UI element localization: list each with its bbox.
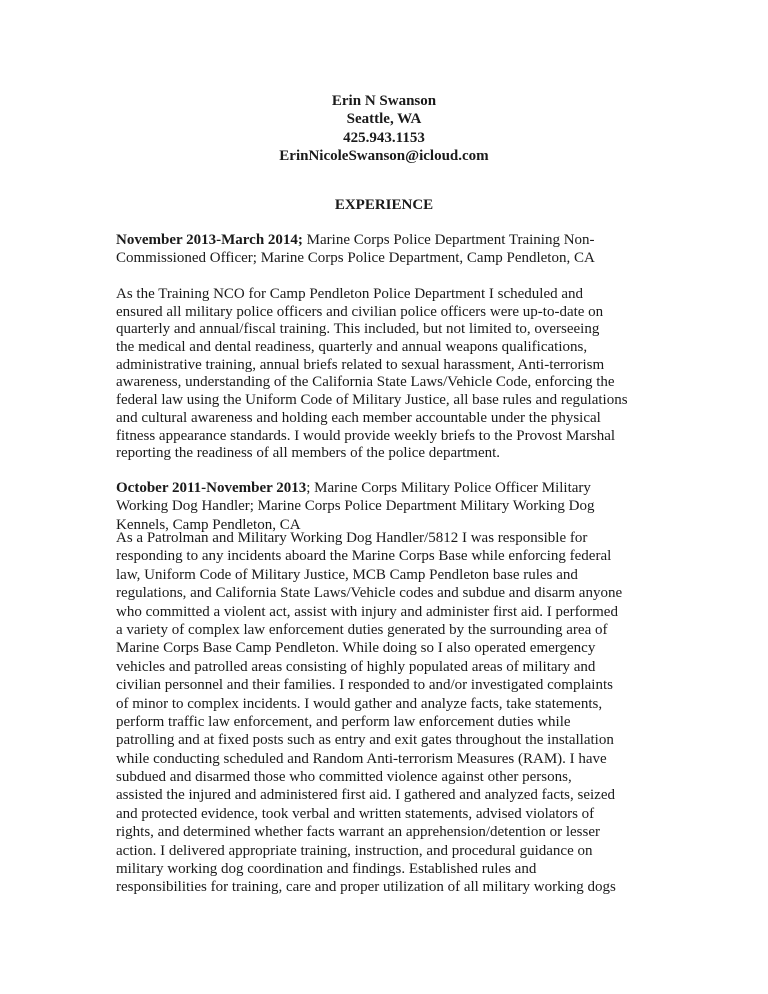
description-line: ensured all military police officers and civilian police officers were up-to-date on xyxy=(116,303,604,320)
applicant-phone: 425.943.1153 xyxy=(343,129,425,146)
description-line: while conducting scheduled and Random Anti-terrorism Measures (RAM). I have xyxy=(116,750,607,767)
description-line: and cultural awareness and holding each member accountable under the physical xyxy=(116,409,601,426)
job-2-description xyxy=(116,529,661,897)
description-line: a variety of complex law enforcement duties generated by the surrounding area of xyxy=(116,621,608,638)
description-line: fitness appearance standards. I would provide weekly briefs to the Provost Marshal xyxy=(116,427,616,444)
job-2-title-line: Kennels, Camp Pendleton, CA xyxy=(116,516,301,533)
description-line: patrolling and at fixed posts such as entry and exit gates throughout the installation xyxy=(116,732,614,749)
description-line: administrative training, annual briefs related to sexual harassment, Anti-terrorism xyxy=(116,356,605,373)
job-2-title-line: Working Dog Handler; Marine Corps Police Department Military Working Dog xyxy=(116,498,595,515)
description-line: action. I delivered appropriate training, instruction, and procedural guidance on xyxy=(116,842,593,859)
description-line: vehicles and patrolled areas consisting of highly populated areas of military and xyxy=(116,658,596,675)
description-line: responding to any incidents aboard the Marine Corps Base while enforcing federal xyxy=(116,548,612,565)
description-line: federal law using the Uniform Code of Military Justice, all base rules and regulations xyxy=(116,392,628,409)
description-line: law, Uniform Code of Military Justice, MCB Camp Pendleton base rules and xyxy=(116,566,578,583)
description-line: quarterly and annual/fiscal training. This included, but not limited to, overseeing xyxy=(116,321,600,338)
contact-header xyxy=(0,92,768,165)
applicant-location: Seattle, WA xyxy=(346,111,422,128)
job-2-title: ; Marine Corps Military Police Officer Military xyxy=(306,480,591,496)
description-line: of minor to complex incidents. I would gather and analyze facts, take statements, xyxy=(116,695,603,712)
description-line: regulations, and California State Laws/Vehicle codes and subdue and disarm anyone xyxy=(116,585,623,602)
description-line: military working dog coordination and findings. Established rules and xyxy=(116,861,537,878)
description-line: perform traffic law enforcement, and perform law enforcement duties while xyxy=(116,713,571,730)
applicant-email: ErinNicoleSwanson@icloud.com xyxy=(279,147,489,164)
description-line: who committed a violent act, assist with injury and administer first aid. I performed xyxy=(116,603,618,620)
description-line: As a Patrolman and Military Working Dog Handler/5812 I was responsible for xyxy=(116,530,588,546)
applicant-name: Erin N Swanson xyxy=(331,93,437,109)
job-2-heading xyxy=(116,479,661,534)
description-line: the medical and dental readiness, quarterly and annual weapons qualifications, xyxy=(116,339,588,356)
description-line: subdued and disarmed those who committed violence against other persons, xyxy=(116,769,572,786)
section-title-experience: EXPERIENCE xyxy=(334,197,434,213)
job-1-title: Marine Corps Police Department Training Non- xyxy=(302,232,595,248)
description-line: As the Training NCO for Camp Pendleton Police Department I scheduled and xyxy=(116,286,584,302)
job-2-dates: October 2011-November 2013 xyxy=(116,480,307,496)
job-1-title-line: Commissioned Officer; Marine Corps Police Department, Camp Pendleton, CA xyxy=(116,250,595,267)
description-line: assisted the injured and administered first aid. I gathered and analyzed facts, seized xyxy=(116,787,615,804)
description-line: responsibilities for training, care and proper utilization of all military working dogs xyxy=(116,879,616,896)
description-line: reporting the readiness of all members of the police department. xyxy=(116,445,501,462)
job-1-description xyxy=(116,285,661,462)
description-line: and protected evidence, took verbal and written statements, advised violators of xyxy=(116,805,595,822)
description-line: rights, and determined whether facts warrant an apprehension/detention or lesser xyxy=(116,824,600,841)
job-1-heading xyxy=(116,231,661,268)
description-line: Marine Corps Base Camp Pendleton. While doing so I also operated emergency xyxy=(116,640,596,657)
job-1-dates: November 2013-March 2014; xyxy=(116,232,303,248)
description-line: awareness, understanding of the California State Laws/Vehicle Code, enforcing the xyxy=(116,374,615,391)
description-line: civilian personnel and their families. I responded to and/or investigated complaints xyxy=(116,677,613,694)
